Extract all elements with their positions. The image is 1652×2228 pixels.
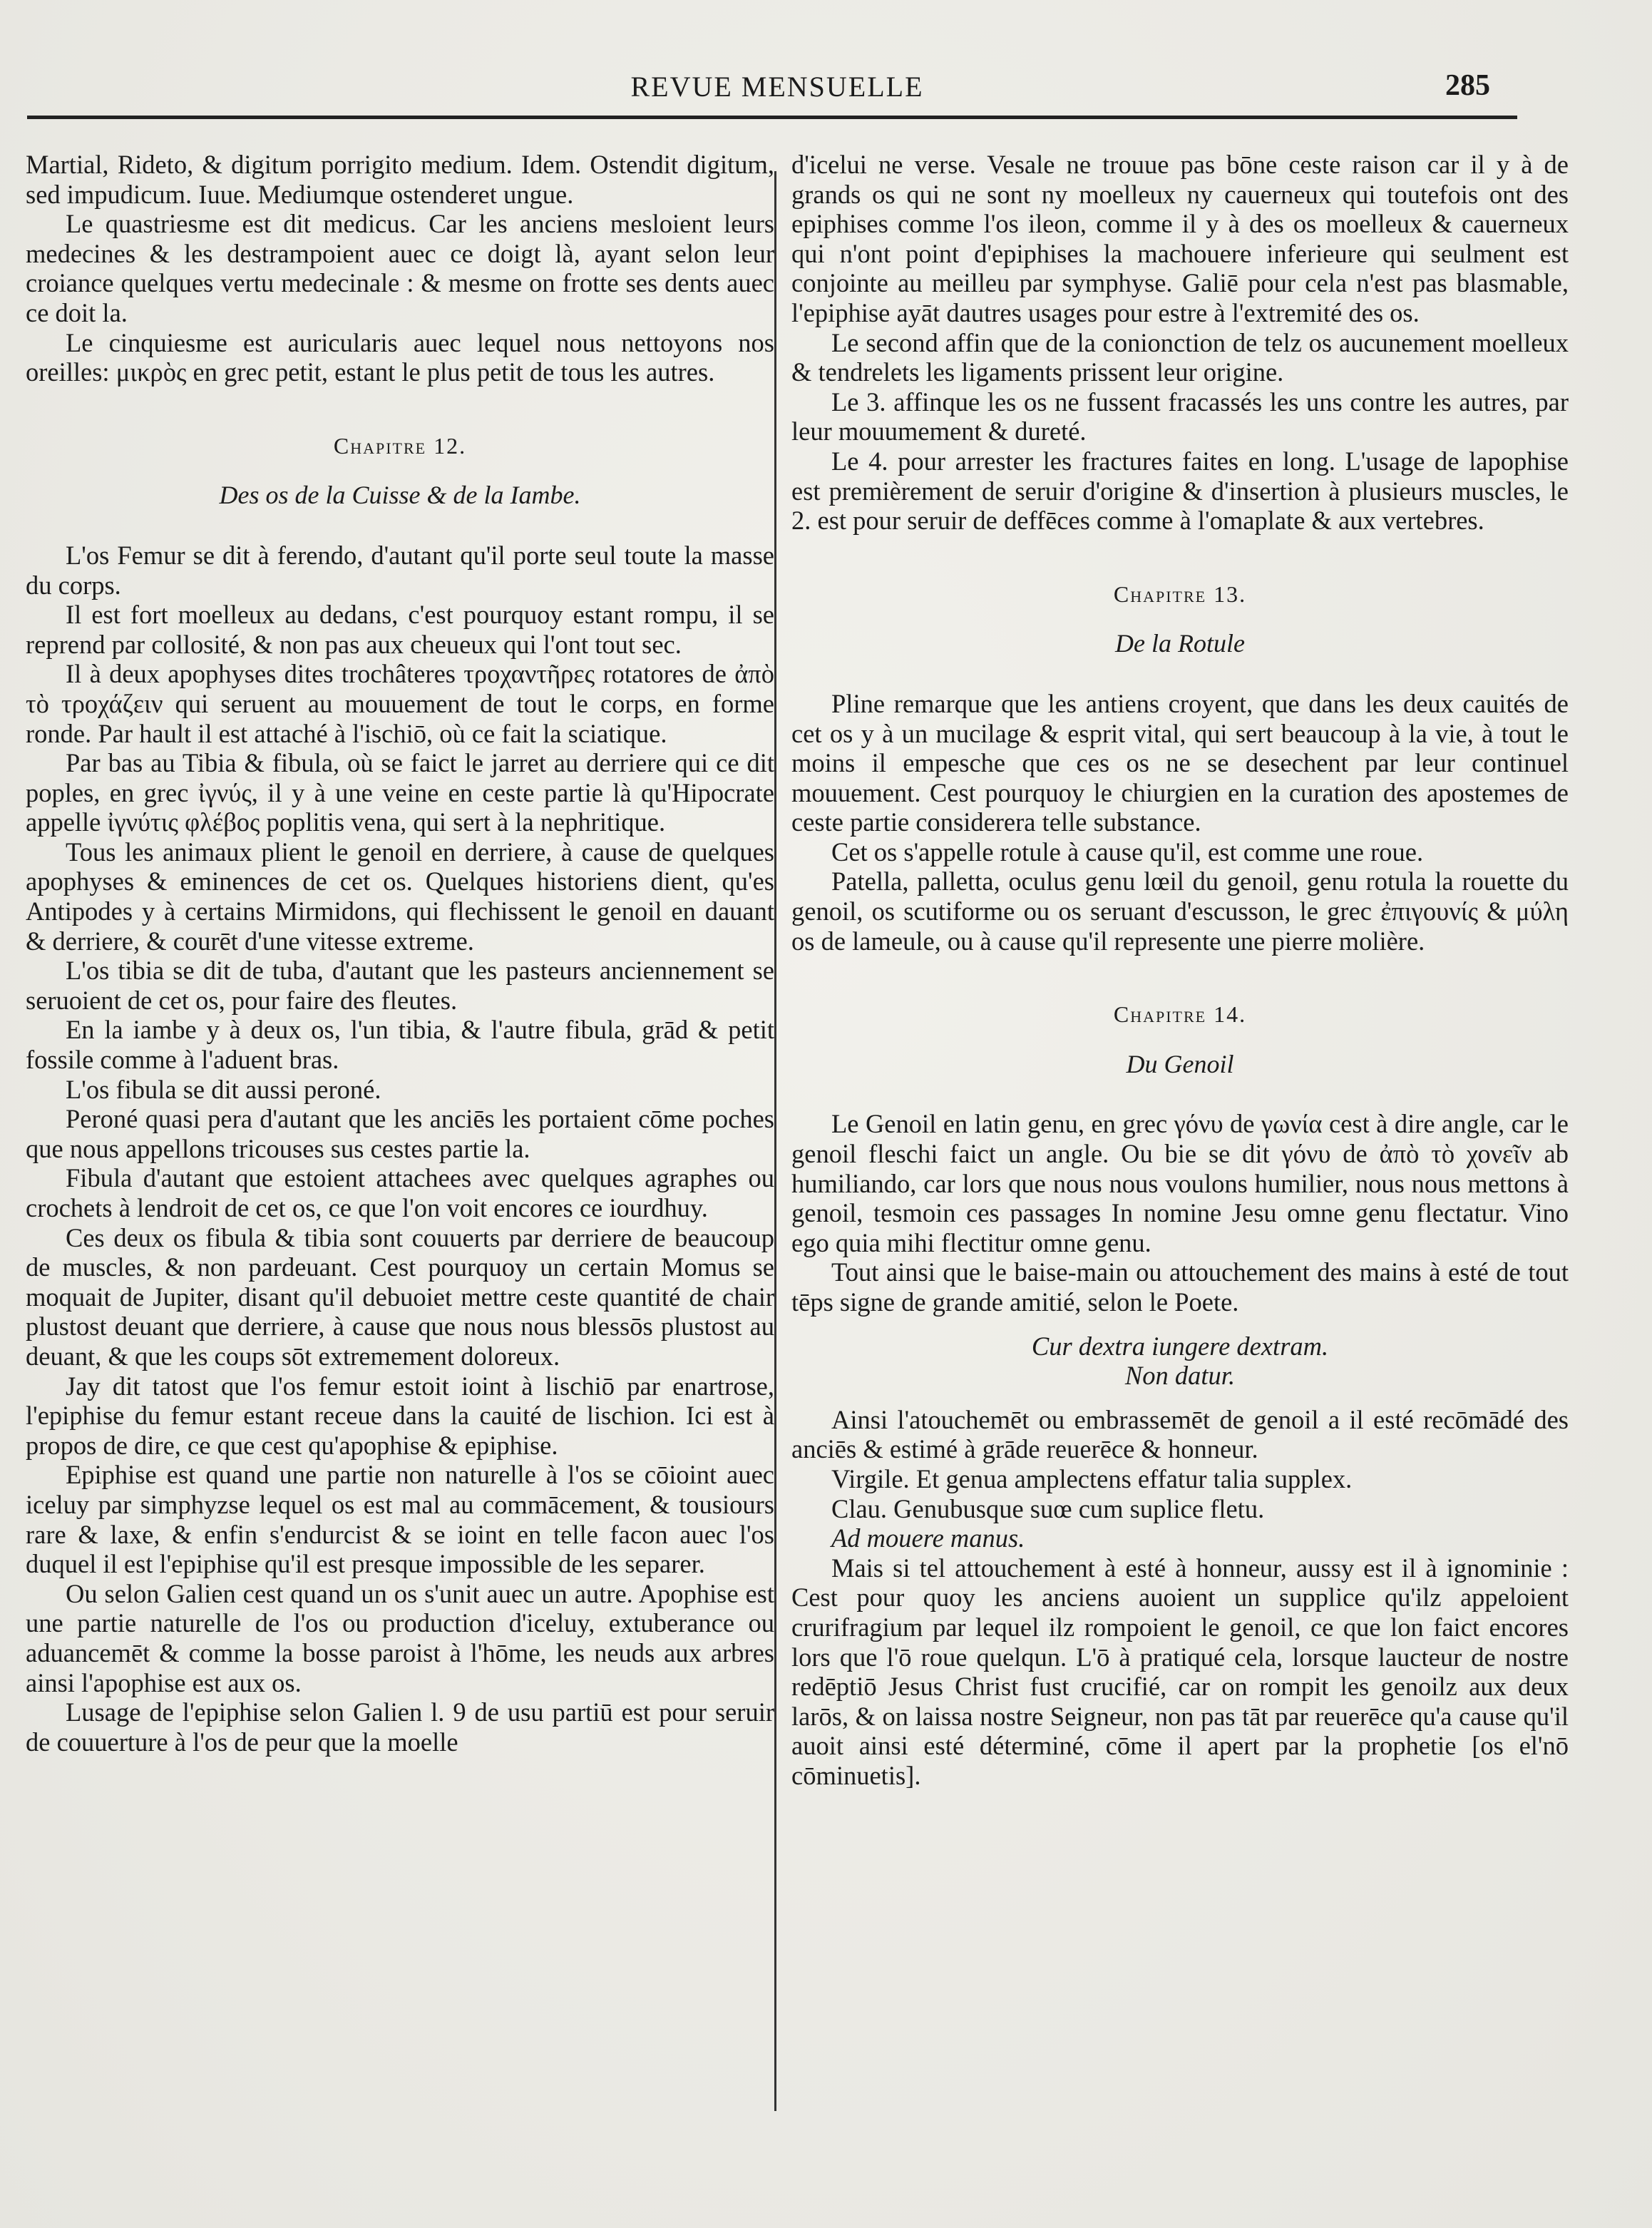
chapter-heading: Chapitre 12. xyxy=(333,432,467,459)
paragraph: Ou selon Galien cest quand un os s'unit auec un autre. Apophise est une partie naturelle de l'os ou production d'iceluy, extuberance ou aduancemēt & comme la bosse paroist à l'hōme, les neuds aux arbres ainsi l'apophise est aux os. xyxy=(26,1578,774,1697)
paragraph: L'os fibula se dit aussi peroné. xyxy=(66,1074,381,1104)
quote-line: Non datur. xyxy=(1124,1361,1236,1391)
paragraph: Il à deux apophyses dites trochâteres τροχαντῆρες rotatores de ἀπὸ τὸ τροχάζειν qui seruent au mouuement de tout le corps, en forme ronde. Par hault il est attaché à l'ischiō, où ce fait la sciatique. xyxy=(26,659,774,748)
page-number: 285 xyxy=(1445,69,1490,102)
chapter-title: Des os de la Cuisse & de la Iambe. xyxy=(219,481,581,510)
paragraph: Peroné quasi pera d'autant que les anciēs les portaient cōme poches que nous appellons tricouses sus cestes partie la. xyxy=(26,1104,774,1163)
paragraph: Ad mouere manus. xyxy=(831,1523,1025,1553)
chapter-title: De la Rotule xyxy=(1115,629,1245,658)
paragraph: Le second affin que de la conionction de telz os aucunement moelleux & tendrelets les ligaments prissent leur origine. xyxy=(791,327,1569,387)
paragraph: Lusage de l'epiphise selon Galien l. 9 de usu partiū est pour seruir de couuerture à l'os de peur que la moelle xyxy=(26,1697,774,1757)
paragraph: Ainsi l'atouchemēt ou embrassemēt de genoil a il esté recōmādé des anciēs & estimé à grāde reuerēce & honneur. xyxy=(791,1404,1569,1464)
quote-line: Cur dextra iungere dextram. xyxy=(1031,1331,1329,1361)
paragraph: L'os Femur se dit à ferendo, d'autant qu'il porte seul toute la masse du corps. xyxy=(26,540,774,600)
paragraph: Le cinquiesme est auricularis auec lequel nous nettoyons nos oreilles: μικρὸς en grec petit, estant le plus petit de tous les autres. xyxy=(26,327,774,387)
journal-title: REVUE MENSUELLE xyxy=(630,71,924,103)
paragraph: Pline remarque que les antiens croyent, que dans les deux cauités de cet os y à un mucilage & esprit vital, qui sert beaucoup à la vie, à tout le moins il empesche que ces os ne se desechent par leur continuel mouuement. Cest pourquoy le chiurgien en la curation des apostemes de ceste partie considerera telle substance. xyxy=(791,688,1569,837)
paragraph: Martial, Rideto, & digitum porrigito medium. Idem. Ostendit digitum, sed impudicum. Iuue. Mediumque ostenderet ungue. xyxy=(26,150,774,209)
paragraph: Virgile. Et genua amplectens effatur talia supplex. xyxy=(831,1463,1353,1493)
paragraph: Jay dit tatost que l'os femur estoit ioint à lischiō par enartrose, l'epiphise du femur estant receue dans la cauité de lischion. Ici est à propos de dire, ce que cest qu'apophise & epiphise. xyxy=(26,1371,774,1460)
paragraph: Le quastriesme est dit medicus. Car les anciens mesloient leurs medecines & les destrampoient auec ce doigt là, ayant selon leur croiance quelques vertu medecinale : & mesme on frotte ses dents auec ce doit la. xyxy=(26,209,774,327)
paragraph: En la iambe y à deux os, l'un tibia, & l'autre fibula, grād & petit fossile comme à l'aduent bras. xyxy=(26,1015,774,1075)
chapter-title: Du Genoil xyxy=(1126,1049,1234,1078)
paragraph: Par bas au Tibia & fibula, où se faict le jarret au derriere qui ce dit poples, en grec ἰγνύς, il y à une veine en ceste partie là qu'Hipocrate appelle ἰγνύτις φλέβος poplitis vena, qui sert à la nephritique. xyxy=(26,748,774,837)
paragraph: Tout ainsi que le baise-main ou attouchement des mains à esté de tout tēps signe de grande amitié, selon le Poete. xyxy=(791,1257,1569,1317)
paragraph: Ces deux os fibula & tibia sont couuerts par derriere de beaucoup de muscles, & non pardeuant. Cest pourquoy un certain Momus se moquait de Jupiter, disant qu'il debuoiet mettre ceste quantité de chair plustost deuant que derriere, à cause que nous nous blessōs plustost au deuant, & que les coups sōt extremement doloreux. xyxy=(26,1222,774,1371)
paragraph: Le 4. pour arrester les fractures faites en long. L'usage de lapophise est premièrement de seruir d'origine & d'insertion à plusieurs muscles, le 2. est pour seruir de deffēces comme à l'omaplate & aux vertebres. xyxy=(791,446,1569,536)
paragraph: Il est fort moelleux au dedans, c'est pourquoy estant rompu, il se reprend par collosité, & non pas aux cheueux qui l'ont tout sec. xyxy=(26,600,774,659)
paragraph: Clau. Genubusque suœ cum suplice fletu. xyxy=(831,1493,1265,1523)
paragraph: L'os tibia se dit de tuba, d'autant que les pasteurs anciennement se seruoient de cet os, pour faire des fleutes. xyxy=(26,956,774,1015)
left-column xyxy=(26,150,774,1757)
header-rule xyxy=(27,116,1517,119)
paragraph: Patella, palletta, oculus genu lœil du genoil, genu rotula la rouette du genoil, os scutiforme ou os seruant d'escusson, le grec ἐπιγουνίς & μύλη os de lameule, ou à cause qu'il represente une pierre molière. xyxy=(791,867,1569,956)
paragraph: Le 3. affinque les os ne fussent fracassés les uns contre les autres, par leur mouumement & dureté. xyxy=(791,387,1569,446)
chapter-heading: Chapitre 14. xyxy=(1113,1001,1247,1028)
paragraph: d'icelui ne verse. Vesale ne trouue pas bōne ceste raison car il y à de grands os qui ne sont ny moelleux ny cauerneux qui toutefois ont des epiphises comme l'os ileon, comme il y à des os moelleux & cauerneux qui n'ont point d'epiphises la machouere inferieure qui seulment est conjointe au meilleu par symphyse. Galiē pour cela n'est pas blasmable, l'epiphise ayāt dautres usages pour estre à l'extremité des os. xyxy=(791,150,1569,327)
chapter-heading: Chapitre 13. xyxy=(1113,581,1247,607)
paragraph: Fibula d'autant que estoient attachees avec quelques agraphes ou crochets à lendroit de cet os, ce que l'on voit encores ce iourdhuy. xyxy=(26,1163,774,1222)
running-header xyxy=(43,64,1512,107)
column-divider xyxy=(774,171,776,2111)
paragraph: Tous les animaux plient le genoil en derriere, à cause de quelques apophyses & eminences de cet os. Quelques historiens dient, qu'es Antipodes y à certains Mirmidons, qui flechissent le genoil en dauant & derriere, & courēt d'une vitesse extreme. xyxy=(26,837,774,956)
paragraph: Epiphise est quand une partie non naturelle à l'os se cōioint auec iceluy par simphyzse lequel os est mal au commācement, & tousiours rare & laxe, & enfin s'endurcist & se ioint en telle facon auec l'os duquel il est l'epiphise qu'il est presque impossible de les separer. xyxy=(26,1460,774,1579)
paragraph: Cet os s'appelle rotule à cause qu'il, est comme une roue. xyxy=(831,837,1424,867)
paragraph: Le Genoil en latin genu, en grec γόνυ de γωνία cest à dire angle, car le genoil fleschi faict un angle. Ou bie se dit γόνυ de ἀπὸ τὸ χονεῖν ab humiliando, car lors que nous nous voulons humilier, nous nous mettons à genoil, tesmoin ces passages In nomine Jesu omne genu flectatur. Vino ego quia mihi flectitur omne genu. xyxy=(791,1109,1569,1257)
right-column xyxy=(791,150,1569,1791)
paragraph: Mais si tel attouchement à esté à honneur, aussy est il à ignominie : Cest pour quoy les anciens auoient un supplice qu'ilz appeloient crurifragium par lequel ilz rompoient le genoil, ce que lon faict encores lors que l'ō roue quelqun. L'ō à pratiqué cela, lorsque laucteur de nostre redēptiō Jesus Christ fust crucifié, car on rompit les genoilz aux deux larōs, & on laissa nostre Seigneur, non pas tāt par reuerēce qu'a cause qu'il auoit ainsi esté déterminé, cōme il apert par la prophetie [os el'nō cōminuetis]. xyxy=(791,1553,1569,1790)
